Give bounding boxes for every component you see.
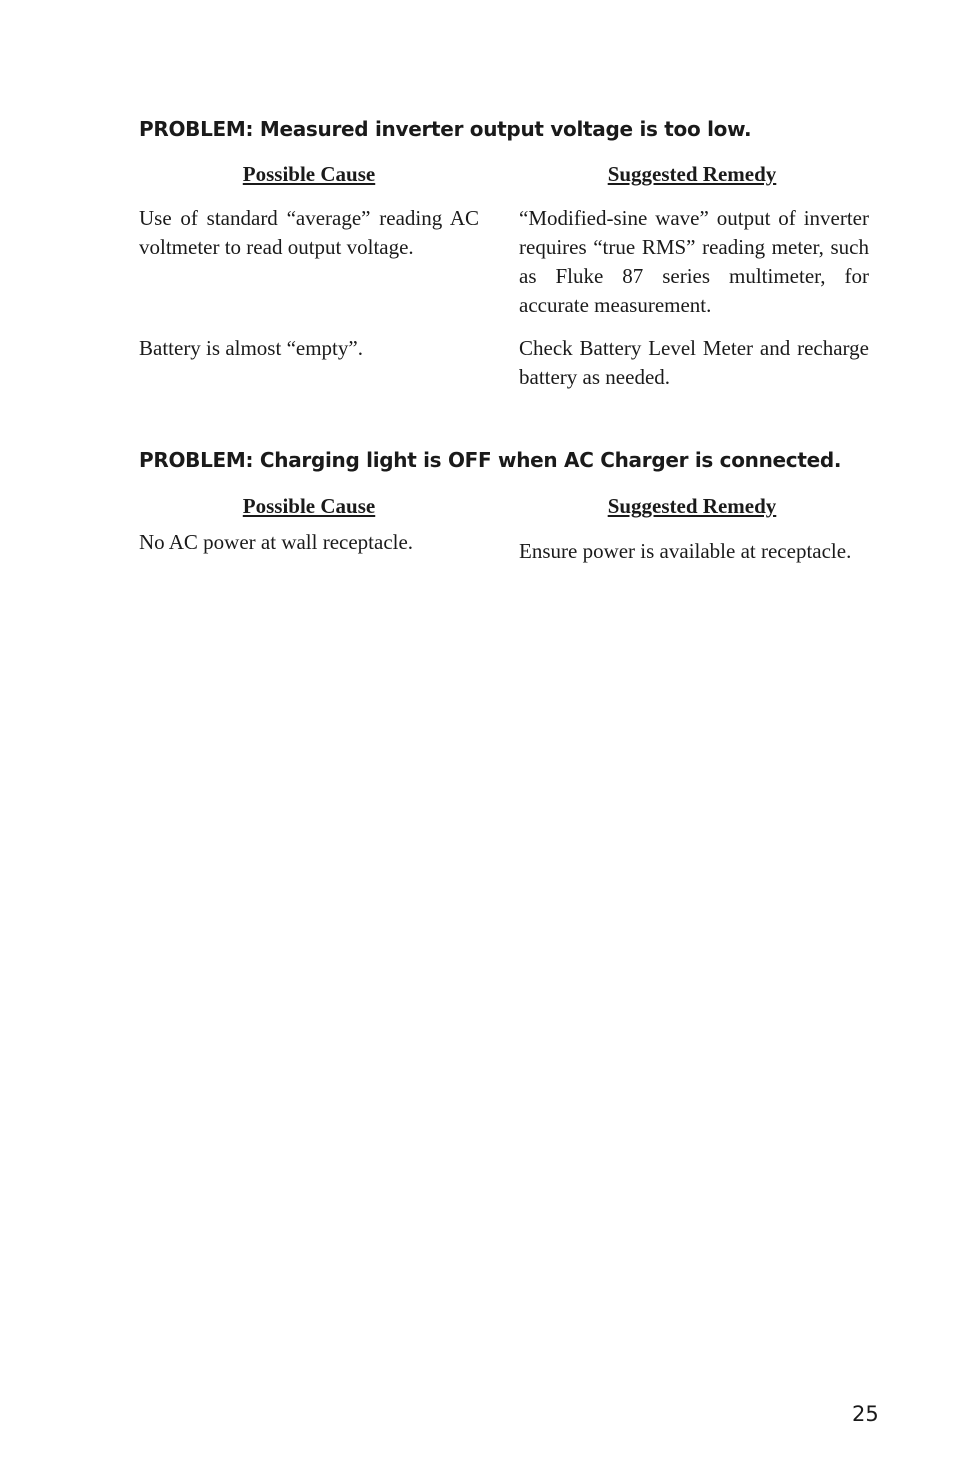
suggested-remedy-header: Suggested Remedy — [607, 494, 777, 518]
problem-title: PROBLEM: Charging light is OFF when AC Charger is connected. — [139, 448, 842, 472]
remedy-text: Ensure power is available at receptacle. — [519, 539, 852, 563]
cause-text: No AC power at wall receptacle. — [139, 530, 414, 554]
suggested-remedy-header: Suggested Remedy — [607, 162, 777, 186]
page-number: 25 — [852, 1402, 879, 1426]
problem-title: PROBLEM: Measured inverter output voltage is too low. — [139, 117, 752, 141]
possible-cause-header: Possible Cause — [242, 162, 376, 186]
possible-cause-header: Possible Cause — [242, 494, 376, 518]
remedy-text: “Modified-sine wave” output of inverter requires “true RMS” reading meter, such as Fluke 87 series multimeter, for accurate measurement. — [519, 206, 869, 317]
problem-section-1 — [139, 117, 869, 407]
problem-section-2 — [139, 448, 869, 578]
remedy-text: Check Battery Level Meter and recharge battery as needed. — [519, 336, 869, 389]
cause-text: Use of standard “average” reading AC voltmeter to read output voltage. — [139, 206, 479, 259]
cause-text: Battery is almost “empty”. — [139, 336, 363, 360]
